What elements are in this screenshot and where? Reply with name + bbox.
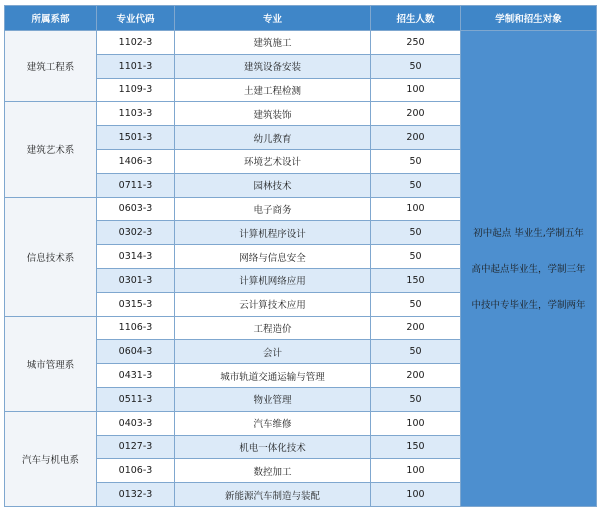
major-name-cell: 建筑装饰 [175, 102, 371, 126]
major-code-cell: 0403-3 [97, 411, 175, 435]
system-target-cell [461, 31, 597, 507]
major-name-cell: 物业管理 [175, 387, 371, 411]
major-code-cell: 1406-3 [97, 149, 175, 173]
enrollment-count-cell: 50 [371, 387, 461, 411]
major-code-cell: 0511-3 [97, 387, 175, 411]
enrollment-count-cell: 200 [371, 126, 461, 150]
enrollment-count-cell: 200 [371, 316, 461, 340]
major-name-cell: 计算机网络应用 [175, 268, 371, 292]
major-name-cell: 工程造价 [175, 316, 371, 340]
system-target-line: 中技中专毕业生，学制两年 [471, 300, 586, 312]
major-name-cell: 数控加工 [175, 459, 371, 483]
header-department: 所属系部 [5, 6, 97, 31]
header-major: 专业 [175, 6, 371, 31]
major-name-cell: 城市轨道交通运输与管理 [175, 364, 371, 388]
major-code-cell: 1109-3 [97, 78, 175, 102]
major-name-cell: 土建工程检测 [175, 78, 371, 102]
department-name-cell: 信息技术系 [5, 197, 97, 316]
enrollment-count-cell: 250 [371, 31, 461, 55]
major-name-cell: 云计算技术应用 [175, 292, 371, 316]
major-name-cell: 建筑设备安装 [175, 54, 371, 78]
header-code: 专业代码 [97, 6, 175, 31]
enrollment-count-cell: 50 [371, 245, 461, 269]
enrollment-count-cell: 100 [371, 197, 461, 221]
enrollment-count-cell: 150 [371, 435, 461, 459]
major-code-cell: 1106-3 [97, 316, 175, 340]
system-target-line: 高中起点毕业生，学制三年 [471, 264, 586, 276]
enrollment-count-cell: 50 [371, 173, 461, 197]
header-count: 招生人数 [371, 6, 461, 31]
major-code-cell: 0604-3 [97, 340, 175, 364]
major-name-cell: 网络与信息安全 [175, 245, 371, 269]
major-code-cell: 0431-3 [97, 364, 175, 388]
header-system: 学制和招生对象 [461, 6, 597, 31]
major-code-cell: 0315-3 [97, 292, 175, 316]
enrollment-count-cell: 100 [371, 483, 461, 507]
major-name-cell: 建筑施工 [175, 31, 371, 55]
major-code-cell: 0127-3 [97, 435, 175, 459]
major-code-cell: 0132-3 [97, 483, 175, 507]
major-name-cell: 计算机程序设计 [175, 221, 371, 245]
major-code-cell: 0301-3 [97, 268, 175, 292]
department-name-cell: 汽车与机电系 [5, 411, 97, 506]
major-name-cell: 新能源汽车制造与装配 [175, 483, 371, 507]
major-code-cell: 1102-3 [97, 31, 175, 55]
table-header [5, 6, 597, 31]
department-name-cell: 建筑工程系 [5, 31, 97, 102]
major-name-cell: 机电一体化技术 [175, 435, 371, 459]
enrollment-count-cell: 100 [371, 459, 461, 483]
department-name-cell: 建筑艺术系 [5, 102, 97, 197]
major-code-cell: 1501-3 [97, 126, 175, 150]
enrollment-count-cell: 150 [371, 268, 461, 292]
major-name-cell: 汽车维修 [175, 411, 371, 435]
major-code-cell: 0302-3 [97, 221, 175, 245]
table-body [5, 31, 597, 507]
major-code-cell: 1101-3 [97, 54, 175, 78]
enrollment-count-cell: 50 [371, 292, 461, 316]
major-name-cell: 电子商务 [175, 197, 371, 221]
enrollment-count-cell: 50 [371, 221, 461, 245]
department-name-cell: 城市管理系 [5, 316, 97, 411]
enrollment-count-cell: 100 [371, 411, 461, 435]
header-row [5, 6, 597, 31]
major-name-cell: 园林技术 [175, 173, 371, 197]
enrollment-count-cell: 100 [371, 78, 461, 102]
major-code-cell: 0314-3 [97, 245, 175, 269]
major-code-cell: 1103-3 [97, 102, 175, 126]
major-code-cell: 0603-3 [97, 197, 175, 221]
major-name-cell: 幼儿教育 [175, 126, 371, 150]
enrollment-count-cell: 50 [371, 340, 461, 364]
major-name-cell: 环境艺术设计 [175, 149, 371, 173]
enrollment-count-cell: 200 [371, 364, 461, 388]
major-name-cell: 会计 [175, 340, 371, 364]
enrollment-count-cell: 200 [371, 102, 461, 126]
enrollment-count-cell: 50 [371, 149, 461, 173]
table-row [5, 31, 597, 55]
major-code-cell: 0106-3 [97, 459, 175, 483]
enrollment-table [4, 5, 597, 507]
enrollment-count-cell: 50 [371, 54, 461, 78]
system-target-line: 初中起点 毕业生,学制五年 [473, 228, 584, 240]
major-code-cell: 0711-3 [97, 173, 175, 197]
